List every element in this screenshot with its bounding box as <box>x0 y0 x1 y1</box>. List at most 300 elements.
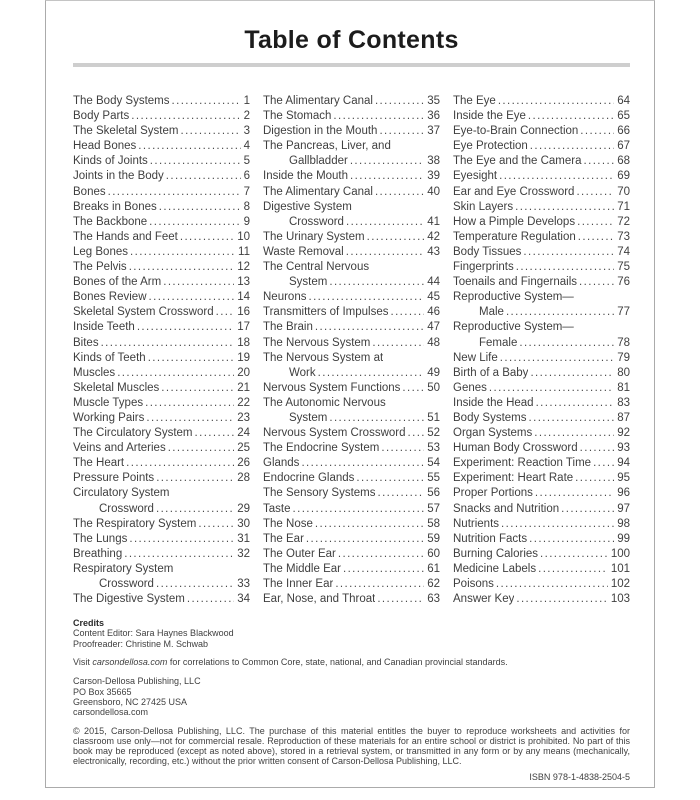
toc-entry-label: Toenails and Fingernails <box>453 276 578 289</box>
toc-leader-dots <box>156 502 234 517</box>
toc-entry <box>453 320 630 335</box>
toc-page-number: 21 <box>237 381 250 394</box>
toc-leader-dots <box>577 215 614 230</box>
toc-leader-dots <box>130 245 235 260</box>
toc-entry <box>453 426 630 441</box>
toc-entry <box>263 336 440 351</box>
toc-entry-label: The Middle Ear <box>263 562 341 575</box>
toc-page-number: 65 <box>617 110 630 123</box>
toc-entry-label: Veins and Arteries <box>73 442 166 455</box>
toc-leader-dots <box>306 532 424 547</box>
footer <box>73 618 630 782</box>
toc-page-number: 98 <box>617 517 630 530</box>
publisher-pobox: PO Box 35665 <box>73 686 132 697</box>
toc-entry <box>453 169 630 184</box>
toc-leader-dots <box>580 124 614 139</box>
toc-leader-dots <box>137 320 234 335</box>
toc-entry-continuation <box>263 215 440 230</box>
toc-entry <box>453 230 630 245</box>
toc-leader-dots <box>575 471 614 486</box>
toc-leader-dots <box>506 305 614 320</box>
toc-page-number: 6 <box>243 170 250 183</box>
toc-entry-label: Snacks and Nutrition <box>453 502 560 515</box>
toc-entry-label: Skeletal System Crossword <box>73 306 214 319</box>
toc-leader-dots <box>335 577 424 592</box>
toc-entry <box>73 456 250 471</box>
toc-leader-dots <box>584 154 615 169</box>
toc-entry <box>453 215 630 230</box>
toc-leader-dots <box>108 185 241 200</box>
toc-leader-dots <box>578 230 614 245</box>
toc-leader-dots <box>216 305 235 320</box>
toc-entry-label: The Sensory Systems <box>263 487 376 500</box>
toc-entry <box>263 185 440 200</box>
toc-entry <box>263 592 440 607</box>
toc-entry-continuation <box>263 411 440 426</box>
toc-page-number: 63 <box>427 593 440 606</box>
toc-entry <box>453 275 630 290</box>
toc-leader-dots <box>515 200 614 215</box>
toc-leader-dots <box>530 139 614 154</box>
toc-entry-label: Kinds of Joints <box>73 155 148 168</box>
toc-leader-dots <box>561 502 614 517</box>
toc-leader-dots <box>489 381 614 396</box>
toc-page-number: 34 <box>237 593 250 606</box>
toc-entry <box>453 562 630 577</box>
toc-page-number: 78 <box>617 336 630 349</box>
toc-leader-dots <box>346 215 424 230</box>
toc-entry-label: Poisons <box>453 578 494 590</box>
toc-leader-dots <box>536 396 615 411</box>
toc-leader-dots <box>172 94 241 109</box>
toc-leader-dots <box>390 305 424 320</box>
toc-page-number: 73 <box>617 230 630 243</box>
toc-entry <box>73 396 250 411</box>
toc-leader-dots <box>576 185 614 200</box>
toc-leader-dots <box>187 592 234 607</box>
toc-entry-label: Crossword <box>289 215 344 228</box>
toc-entry-label: Digestive System <box>263 200 352 213</box>
toc-entry <box>73 320 250 335</box>
toc-entry-label: Transmitters of Impulses <box>263 306 389 319</box>
toc-page-number: 9 <box>243 215 250 228</box>
toc-leader-dots <box>156 577 234 592</box>
website-text: carsondellosa.com <box>92 657 168 668</box>
toc-entry-label: Nervous System Functions <box>263 381 401 394</box>
toc-entry-label: Reproductive System— <box>453 291 574 304</box>
toc-page-number: 32 <box>237 547 250 560</box>
toc-leader-dots <box>180 124 240 139</box>
toc-leader-dots <box>198 517 234 532</box>
toc-leader-dots <box>148 351 235 366</box>
toc-entry-label: Head Bones <box>73 140 137 153</box>
toc-entry-label: The Autonomic Nervous <box>263 396 386 409</box>
toc-entry-label: Fingerprints <box>453 261 514 274</box>
toc-page-number: 8 <box>243 200 250 213</box>
toc-entry <box>263 577 440 592</box>
toc-page-number: 100 <box>610 547 630 560</box>
toc-entry <box>453 532 630 547</box>
toc-leader-dots <box>338 547 424 562</box>
toc-entry-continuation <box>453 305 630 320</box>
toc-page-number: 52 <box>427 427 440 440</box>
toc-page-number: 80 <box>617 366 630 379</box>
toc-page-number: 4 <box>243 140 250 153</box>
toc-entry-continuation <box>453 336 630 351</box>
toc-leader-dots <box>124 547 234 562</box>
toc-entry <box>263 94 440 109</box>
toc-page-number: 54 <box>427 457 440 470</box>
toc-entry <box>263 486 440 501</box>
toc-entry-continuation <box>263 154 440 169</box>
toc-entry-label: Organ Systems <box>453 427 533 440</box>
toc-leader-dots <box>530 366 614 381</box>
toc-entry-label: Inside the Eye <box>453 110 526 123</box>
toc-page-number: 69 <box>617 170 630 183</box>
isbn: ISBN 978-1-4838-2504-5 <box>529 771 630 782</box>
toc-entry <box>453 109 630 124</box>
toc-entry-label: Experiment: Reaction Time <box>453 457 592 470</box>
standards-note-prefix: Visit <box>73 657 93 668</box>
toc-column-2 <box>263 94 440 607</box>
toc-page-number: 55 <box>427 472 440 485</box>
toc-page-number: 67 <box>617 140 630 153</box>
toc-entry-label: Endocrine Glands <box>263 472 355 485</box>
toc-page-number: 51 <box>427 411 440 424</box>
toc-entry-label: Birth of a Baby <box>453 366 529 379</box>
toc-entry <box>453 547 630 562</box>
toc-entry-label: Glands <box>263 457 300 470</box>
toc-entry-label: Neurons <box>263 291 307 304</box>
toc-leader-dots <box>149 290 235 305</box>
toc-entry <box>263 502 440 517</box>
toc-entry-label: Crossword <box>99 502 154 515</box>
toc-page-number: 71 <box>617 200 630 213</box>
toc-page-number: 40 <box>427 185 440 198</box>
toc-page-number: 35 <box>427 95 440 107</box>
toc-page-number: 48 <box>427 336 440 349</box>
toc-leader-dots <box>529 532 614 547</box>
toc-leader-dots <box>498 94 614 109</box>
toc-entry <box>73 441 250 456</box>
toc-entry <box>453 290 630 305</box>
toc-entry <box>73 517 250 532</box>
toc-leader-dots <box>350 154 424 169</box>
toc-page-number: 79 <box>617 351 630 364</box>
toc-entry-label: Bites <box>73 336 99 349</box>
toc-entry-label: System <box>289 411 328 424</box>
toc-leader-dots <box>146 411 234 426</box>
toc-leader-dots <box>499 169 614 184</box>
toc-entry <box>73 260 250 275</box>
toc-column-3 <box>453 94 630 607</box>
toc-entry <box>263 562 440 577</box>
toc-entry <box>73 532 250 547</box>
toc-entry <box>263 517 440 532</box>
toc-entry-label: Inside the Mouth <box>263 170 349 183</box>
toc-leader-dots <box>496 577 608 592</box>
toc-leader-dots <box>367 230 425 245</box>
toc-entry-label: Pressure Points <box>73 472 155 485</box>
toc-page-number: 33 <box>237 578 250 590</box>
toc-entry <box>73 426 250 441</box>
toc-entry-label: Skin Layers <box>453 200 514 213</box>
toc-leader-dots <box>161 381 234 396</box>
toc-page-number: 10 <box>237 230 250 243</box>
toc-entry-label: Gallbladder <box>289 155 348 168</box>
toc-entry-continuation <box>263 366 440 381</box>
toc-leader-dots <box>381 441 424 456</box>
toc-page-number: 61 <box>427 562 440 575</box>
toc-entry-label: Circulatory System <box>73 487 170 500</box>
toc-page-number: 76 <box>617 276 630 289</box>
toc-entry <box>73 366 250 381</box>
toc-entry <box>453 441 630 456</box>
toc-entry <box>73 139 250 154</box>
toc-entry <box>73 275 250 290</box>
toc-leader-dots <box>101 336 235 351</box>
toc-entry-label: Leg Bones <box>73 245 128 258</box>
credits-section <box>73 618 630 649</box>
toc-entry <box>263 441 440 456</box>
toc-entry <box>73 562 250 577</box>
toc-entry-label: The Hands and Feet <box>73 230 178 243</box>
toc-entry-label: Temperature Regulation <box>453 230 576 243</box>
toc-leader-dots <box>318 366 425 381</box>
toc-entry-label: Taste <box>263 502 291 515</box>
toc-entry-label: Answer Key <box>453 593 515 606</box>
toc-entry-label: Crossword <box>99 578 154 590</box>
toc-entry <box>263 139 440 154</box>
toc-page-number: 12 <box>237 261 250 274</box>
toc-entry-label: The Nervous System <box>263 336 371 349</box>
toc-entry <box>73 215 250 230</box>
toc-page-number: 36 <box>427 110 440 123</box>
toc-leader-dots <box>535 486 614 501</box>
toc-entry-label: Reproductive System— <box>453 321 574 334</box>
copyright-notice: © 2015, Carson-Dellosa Publishing, LLC. The purchase of this material entitles the buyer to reproduce worksheets and activities for classroom use only—not for commercial resale. Reproduction of these materials for an entire school or district is prohibited. No part of this book may be reproduced (except as noted above), stored in a retrieval system, or transmitted in any form or by any means (mechanically, electronically, recording, etc.) without the prior written consent of Carson-Dellosa Publishing, LLC. <box>73 725 630 767</box>
toc-page-number: 99 <box>617 532 630 545</box>
toc-page-number: 39 <box>427 170 440 183</box>
toc-page-number: 66 <box>617 125 630 138</box>
toc-page-number: 87 <box>617 411 630 424</box>
toc-page-number: 16 <box>237 306 250 319</box>
toc-leader-dots <box>180 230 234 245</box>
toc-page-number: 77 <box>617 306 630 319</box>
toc-leader-dots <box>343 562 424 577</box>
toc-entry <box>73 336 250 351</box>
toc-entry-label: How a Pimple Develops <box>453 215 576 228</box>
toc-entry-label: The Eye <box>453 95 496 107</box>
toc-entry-label: Inside Teeth <box>73 321 135 334</box>
toc-leader-dots <box>117 366 234 381</box>
toc-entry-label: The Urinary System <box>263 230 365 243</box>
toc-entry <box>73 185 250 200</box>
toc-leader-dots <box>129 260 235 275</box>
toc-leader-dots <box>523 245 614 260</box>
toc-entry-label: The Ear <box>263 532 304 545</box>
toc-page-number: 31 <box>237 532 250 545</box>
toc-entry <box>73 230 250 245</box>
toc-leader-dots <box>579 275 614 290</box>
toc-entry-label: Kinds of Teeth <box>73 351 146 364</box>
toc-leader-dots <box>293 502 425 517</box>
toc-leader-dots <box>593 456 614 471</box>
toc-page-number: 94 <box>617 457 630 470</box>
toc-leader-dots <box>516 592 607 607</box>
toc-page-number: 2 <box>243 110 250 123</box>
toc-page-number: 28 <box>237 472 250 485</box>
toc-entry-label: Bones <box>73 185 106 198</box>
toc-entry <box>453 351 630 366</box>
standards-note <box>73 657 630 667</box>
toc-entry <box>263 290 440 305</box>
toc-page-number: 1 <box>243 95 250 107</box>
toc-entry <box>73 305 250 320</box>
toc-entry <box>73 290 250 305</box>
toc-entry-label: Genes <box>453 381 487 394</box>
toc-entry <box>263 260 440 275</box>
publisher-address <box>73 676 630 717</box>
toc-page-number: 13 <box>237 276 250 289</box>
toc-page-number: 50 <box>427 381 440 394</box>
toc-page-number: 56 <box>427 487 440 500</box>
toc-leader-dots <box>540 547 608 562</box>
toc-page-number: 53 <box>427 442 440 455</box>
toc-entry-label: The Skeletal System <box>73 125 179 138</box>
toc-leader-dots <box>529 411 615 426</box>
credits-heading: Credits <box>73 618 105 629</box>
toc-page-number: 58 <box>427 517 440 530</box>
toc-entry <box>263 547 440 562</box>
toc-entry <box>263 245 440 260</box>
credits-content-editor: Content Editor: Sara Haynes Blackwood <box>73 628 234 639</box>
toc-leader-dots <box>329 275 424 290</box>
toc-entry-label: The Stomach <box>263 110 332 123</box>
toc-entry-label: Eye Protection <box>453 140 528 153</box>
toc-entry-label: Breaks in Bones <box>73 200 157 213</box>
toc-page-number: 93 <box>617 442 630 455</box>
toc-entry-continuation <box>73 577 250 592</box>
toc-page-number: 18 <box>237 336 250 349</box>
toc-entry-label: Eyesight <box>453 170 498 183</box>
toc-leader-dots <box>356 471 424 486</box>
toc-entry <box>263 532 440 547</box>
toc-entry <box>73 471 250 486</box>
toc-entry <box>263 169 440 184</box>
toc-leader-dots <box>372 336 424 351</box>
toc-page-number: 97 <box>617 502 630 515</box>
toc-leader-dots <box>402 381 424 396</box>
toc-leader-dots <box>375 94 424 109</box>
toc-page-number: 26 <box>237 457 250 470</box>
toc-entry <box>263 200 440 215</box>
toc-leader-dots <box>129 532 234 547</box>
toc-entry-label: The Pelvis <box>73 261 127 274</box>
toc-page-number: 37 <box>427 125 440 138</box>
toc-entry-continuation <box>263 275 440 290</box>
toc-entry <box>263 305 440 320</box>
toc-entry-label: The Pancreas, Liver, and <box>263 140 391 153</box>
toc-page-number: 11 <box>238 245 250 258</box>
toc-page-number: 57 <box>427 502 440 515</box>
toc-leader-dots <box>580 441 615 456</box>
toc-entry <box>263 396 440 411</box>
toc-entry-label: Respiratory System <box>73 562 174 575</box>
toc-leader-dots <box>195 426 235 441</box>
toc-entry <box>73 547 250 562</box>
toc-page-number: 59 <box>427 532 440 545</box>
toc-page-number: 29 <box>237 502 250 515</box>
toc-leader-dots <box>315 517 424 532</box>
toc-entry-label: The Eye and the Camera <box>453 155 582 168</box>
toc-entry-continuation <box>73 502 250 517</box>
book-page <box>45 0 655 788</box>
toc-entry-label: The Digestive System <box>73 593 185 606</box>
toc-entry-label: The Body Systems <box>73 95 170 107</box>
toc-entry <box>263 471 440 486</box>
toc-page-number: 96 <box>617 487 630 500</box>
toc-entry-label: The Outer Ear <box>263 547 336 560</box>
toc-page-number: 41 <box>427 215 440 228</box>
toc-page-number: 60 <box>427 547 440 560</box>
toc-page-number: 64 <box>617 95 630 107</box>
toc-entry-label: Eye-to-Brain Connection <box>453 125 579 138</box>
toc-entry-label: The Respiratory System <box>73 517 197 530</box>
toc-leader-dots <box>501 517 614 532</box>
toc-page-number: 103 <box>610 593 630 606</box>
toc-page-number: 83 <box>617 396 630 409</box>
toc-leader-dots <box>126 456 234 471</box>
toc-entry-label: The Circulatory System <box>73 427 193 440</box>
toc-entry <box>453 124 630 139</box>
toc-entry <box>453 411 630 426</box>
toc-page-number: 7 <box>243 185 250 198</box>
toc-entry-label: Work <box>289 366 316 379</box>
toc-leader-dots <box>163 275 234 290</box>
credits-proofreader: Proofreader: Christine M. Schwab <box>73 638 209 649</box>
toc-page-number: 102 <box>610 578 630 590</box>
toc-entry-label: Bones Review <box>73 291 147 304</box>
toc-entry-label: The Alimentary Canal <box>263 95 373 107</box>
toc-entry-label: Burning Calories <box>453 547 539 560</box>
toc-entry-label: Body Parts <box>73 110 130 123</box>
toc-entry <box>453 381 630 396</box>
toc-page-number: 19 <box>237 351 250 364</box>
toc-entry <box>453 139 630 154</box>
toc-leader-dots <box>500 351 614 366</box>
toc-entry-label: Human Body Crossword <box>453 442 578 455</box>
toc-entry <box>73 94 250 109</box>
toc-entry <box>263 124 440 139</box>
standards-note-suffix: for correlations to Common Core, state, national, and Canadian provincial standards. <box>167 657 508 668</box>
toc-entry <box>263 109 440 124</box>
toc-entry-label: System <box>289 276 328 289</box>
toc-leader-dots <box>308 290 424 305</box>
toc-entry <box>453 260 630 275</box>
toc-leader-dots <box>377 592 424 607</box>
toc-leader-dots <box>333 109 424 124</box>
toc-page-number: 47 <box>427 321 440 334</box>
toc-entry <box>453 200 630 215</box>
toc-entry-label: Body Systems <box>453 411 527 424</box>
toc-entry-label: Joints in the Body <box>73 170 164 183</box>
toc-page-number: 14 <box>237 291 250 304</box>
toc-page-number: 72 <box>617 215 630 228</box>
toc-leader-dots <box>159 200 241 215</box>
toc-page-number: 45 <box>427 291 440 304</box>
toc-entry <box>453 185 630 200</box>
